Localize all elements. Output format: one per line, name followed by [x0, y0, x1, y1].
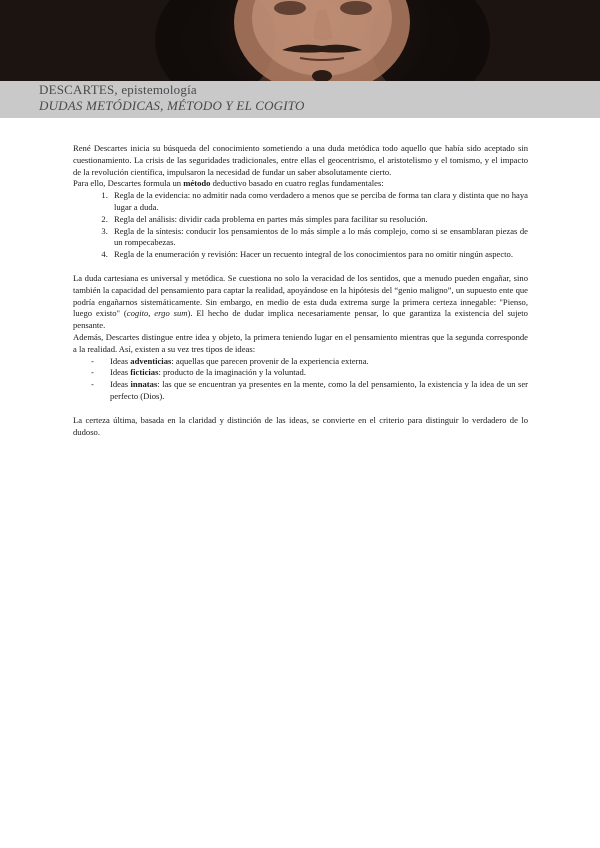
- doubt-text-after: ). El hecho de dudar implica necesariamente pensar, lo que garantiza la existencia del sujeto pensante.: [73, 308, 528, 331]
- rule-item: 3. Regla de la síntesis: conducir los pensamientos de lo más simple a lo más complejo, como si se ensamblaran piezas de un rompecabezas.: [110, 226, 528, 250]
- doubt-paragraph: [73, 273, 528, 332]
- ideas-list: [73, 356, 528, 403]
- document-title: DESCARTES, epistemología: [39, 82, 197, 97]
- idea-desc: : las que se encuentran ya presentes en la mente, como la del pensamiento, la existencia y la idea de un ser perfecto (Dios).: [110, 379, 528, 401]
- conclusion-paragraph: La certeza última, basada en la claridad y distinción de las ideas, se convierte en el criterio para distinguir lo verdadero de lo dudoso.: [73, 414, 528, 437]
- rules-list: [73, 190, 528, 261]
- cogito-latin: cogito, ergo sum: [126, 308, 188, 319]
- header-portrait-image: [0, 0, 600, 81]
- idea-item: [110, 356, 528, 368]
- document-body: [73, 143, 528, 438]
- idea-term: adventicias: [130, 355, 172, 366]
- idea-item: [110, 367, 528, 379]
- method-paragraph: [73, 178, 528, 190]
- idea-prefix: Ideas: [110, 355, 131, 366]
- idea-item: [110, 379, 528, 403]
- method-text-after: deductivo basado en cuatro reglas fundamentales:: [210, 178, 384, 189]
- idea-term: ficticias: [130, 367, 159, 378]
- doubt-text: La duda cartesiana es universal y metódica. Se cuestiona no solo la veracidad de los sentidos, que a menudo pueden engañar, sino también la capacidad del pensamiento para captar la realidad, apoyándose en la hipótesis del “genio maligno”, un supuesto ente que podría engañarnos sistemáticamente. Sin embargo, en medio de esta duda extrema surge la primera certeza innegable: "Pienso, luego existo" (: [73, 272, 528, 319]
- document-subtitle: DUDAS METÓDICAS, MÉTODO Y EL COGITO: [39, 98, 305, 113]
- rule-item: 4. Regla de la enumeración y revisión: Hacer un recuento integral de los conocimientos para no omitir ningún aspecto.: [110, 249, 528, 261]
- method-text-before: Para ello, Descartes formula un: [73, 178, 184, 189]
- idea-term: innatas: [130, 379, 158, 390]
- title-bar: [0, 81, 600, 118]
- method-term: método: [183, 178, 211, 189]
- ideas-intro-paragraph: Además, Descartes distingue entre idea y objeto, la primera teniendo lugar en el pensamiento mientras que la segunda corresponde a la realidad. Así, existen a su vez tres tipos de ideas:: [73, 331, 528, 354]
- idea-desc: : aquellas que parecen provenir de la experiencia externa.: [171, 355, 369, 366]
- intro-paragraph: René Descartes inicia su búsqueda del conocimiento sometiendo a una duda metódica todo aquello que había sido aceptado sin cuestionamiento. La crisis de las seguridades tradicionales, entre ellas el geocentrismo, el aristotelismo y el tomismo, y el impacto de la revolución científica, impulsaron la necesidad de fundar un saber absolutamente cierto.: [73, 143, 528, 177]
- portrait-illustration: [0, 0, 600, 81]
- rule-item: 2. Regla del análisis: dividir cada problema en partes más simples para facilitar su resolución.: [110, 214, 528, 226]
- idea-desc: : producto de la imaginación y la voluntad.: [158, 367, 306, 378]
- idea-prefix: Ideas: [110, 379, 131, 390]
- idea-prefix: Ideas: [110, 367, 131, 378]
- rule-item: 1. Regla de la evidencia: no admitir nada como verdadero a menos que se perciba de forma tan clara y distinta que no haya lugar a duda.: [110, 190, 528, 214]
